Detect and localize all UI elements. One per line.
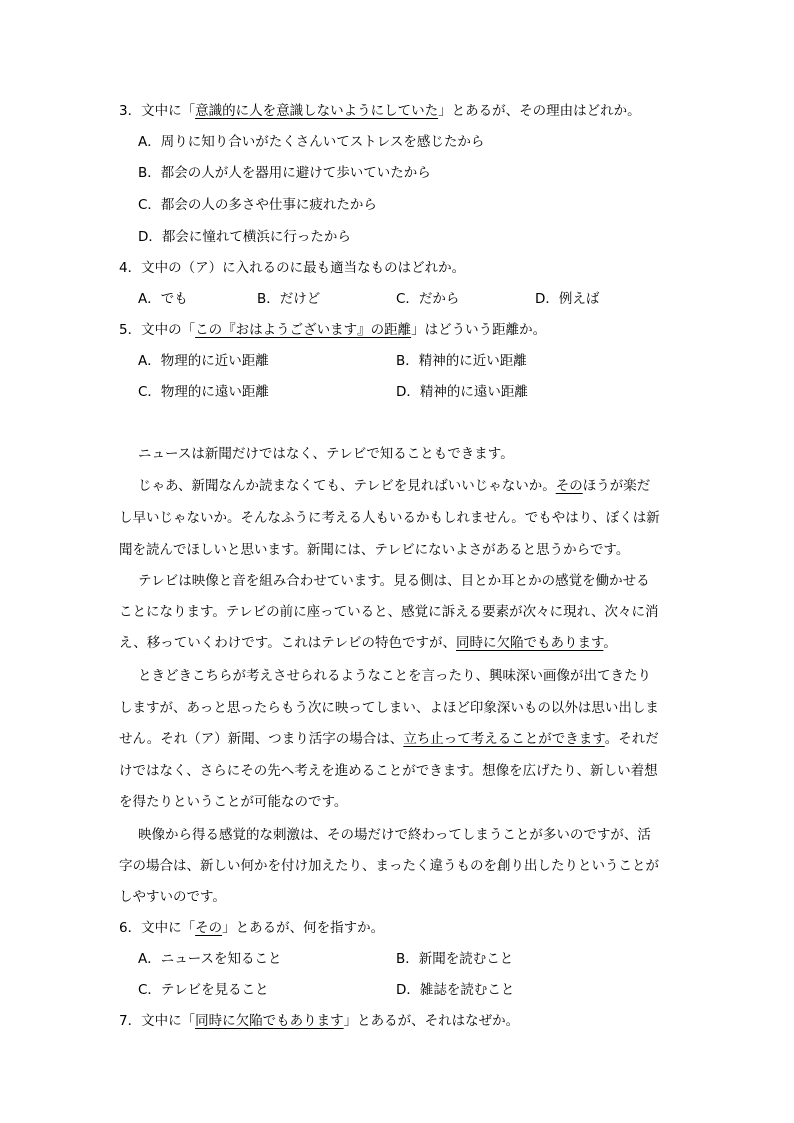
passage-paragraph-5-line-2: 字の場合は、新しい何かを付け加えたり、まったく違うものを創り出したりということが (119, 858, 659, 874)
passage-paragraph-4-line-5: を得たりということが可能なのです。 (119, 794, 348, 810)
passage-text: え、移っていくわけです。これはテレビの特色ですが、 (119, 635, 456, 651)
passage-text: せん。それ（ア）新聞、つまり活字の場合は、 (119, 731, 404, 747)
question-5-quote: この『おはようございます』の距離 (195, 322, 412, 338)
question-6 (119, 918, 384, 938)
question-4: 4．文中の（ア）に入れるのに最も適当なものはどれか。 (119, 260, 466, 276)
passage-paragraph-5-line-1: 映像から得る感覚的な刺激は、その場だけで終わってしまうことが多いのですが、活 (138, 827, 651, 843)
question-6-option-a: A．ニュースを知ること (138, 951, 282, 967)
question-3-number: 3．文中に「 (119, 103, 196, 119)
question-3-option-b: B．都会の人が人を器用に避けて歩いていたから (138, 165, 431, 181)
question-6-option-b: B．新聞を読むこと (396, 951, 514, 967)
question-3-option-d: D．都会に憧れて横浜に行ったから (138, 229, 351, 245)
question-4-option-a: A．でも (138, 291, 188, 307)
question-5-tail: 」はどういう距離か。 (411, 322, 547, 338)
passage-text: じゃあ、新聞なんか読まなくても、テレビを見ればいいじゃないか。 (138, 478, 556, 494)
passage-paragraph-5-line-3: しやすいのです。 (119, 889, 226, 905)
question-5-number: 5．文中の「 (119, 322, 196, 338)
question-6-option-d: D．雑誌を読むこと (396, 982, 515, 998)
passage-paragraph-4-line-1: ときどきこちらが考えさせられるようなことを言ったり、興味深い画像が出てきたり (138, 668, 651, 684)
question-3-tail: 」とあるが、その理由はどれか。 (438, 103, 641, 119)
question-3-quote: 意識的に人を意識しないようにしていた (195, 103, 439, 119)
question-4-option-b: B．だけど (257, 291, 321, 307)
question-6-quote: その (195, 920, 223, 936)
passage-text: 。 (603, 635, 617, 651)
passage-text: 。それだ (604, 731, 659, 747)
question-3 (119, 101, 641, 121)
passage-paragraph-2-line-2: し早いじゃないか。そんなふうに考える人もいるかもしれません。でもやはり、ぼくは新 (119, 510, 660, 526)
question-5-option-b: B．精神的に近い距離 (396, 353, 527, 369)
passage-paragraph-1: ニュースは新聞だけではなく、テレビで知ることもできます。 (138, 446, 514, 462)
question-6-option-c: C．テレビを見ること (138, 982, 269, 998)
question-7-quote: 同時に欠陥でもあります (195, 1013, 344, 1029)
passage-paragraph-4-line-3 (119, 729, 679, 749)
question-6-tail: 」とあるが、何を指すか。 (222, 920, 385, 936)
passage-paragraph-4-line-4: けではなく、さらにその先へ考えを進めることができます。想像を広げたり、新しい着想 (119, 763, 658, 779)
passage-paragraph-3-line-2: ことになります。テレビの前に座っていると、感覚に訴える要素が次々に現れ、次々に消 (119, 604, 659, 620)
question-3-option-c: C．都会の人の多さや仕事に疲れたから (138, 197, 377, 213)
question-5-option-d: D．精神的に遠い距離 (396, 384, 528, 400)
passage-paragraph-4-line-2: しますが、あっと思ったらもう次に映ってしまい、よほど印象深いもの以外は思い出しま (119, 700, 659, 716)
passage-paragraph-3-line-1: テレビは映像と音を組み合わせています。見る側は、目とか耳とかの感覚を働かせる (138, 573, 650, 589)
passage-underline-defect: 同時に欠陥でもあります (455, 635, 604, 651)
passage-paragraph-2-line-1 (138, 476, 650, 496)
passage-text: ほうが楽だ (582, 478, 651, 494)
question-5 (119, 320, 546, 340)
question-4-option-c: C．だから (396, 291, 460, 307)
question-7 (119, 1011, 519, 1031)
question-5-option-a: A．物理的に近い距離 (138, 353, 269, 369)
question-4-option-d: D．例えば (535, 291, 600, 307)
question-7-tail: 」とあるが、それはなぜか。 (343, 1013, 520, 1029)
question-6-number: 6．文中に「 (119, 920, 196, 936)
passage-paragraph-2-line-3: 聞を読んでほしいと思います。新聞には、テレビにないよさがあると思うからです。 (119, 542, 630, 558)
question-7-number: 7．文中に「 (119, 1013, 196, 1029)
question-5-option-c: C．物理的に遠い距離 (138, 384, 269, 400)
passage-paragraph-3-line-3 (119, 633, 679, 653)
question-3-option-a: A．周りに知り合いがたくさんいてストレスを感じたから (138, 134, 485, 150)
passage-underline-sono: その (555, 478, 583, 494)
passage-underline-stop-think: 立ち止って考えることができます (403, 731, 605, 747)
